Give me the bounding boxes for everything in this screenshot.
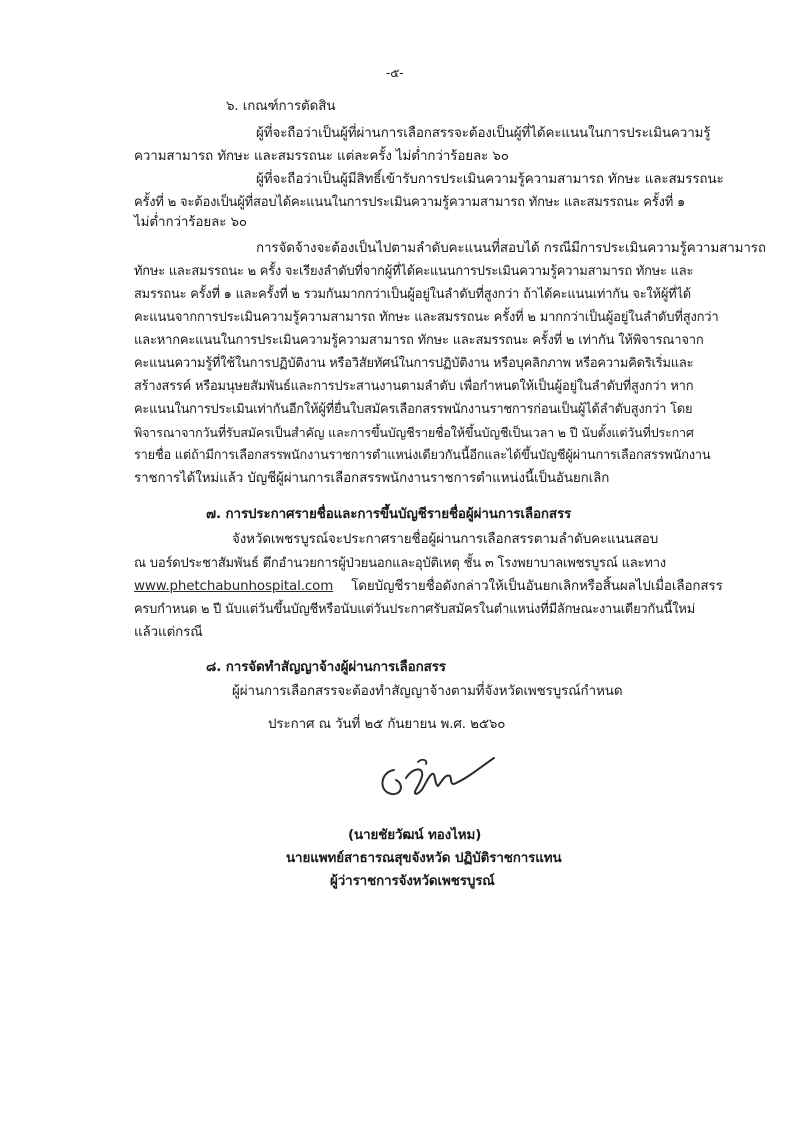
section-6-line: คะแนนจากการประเมินความรู้ความสามารถ ทักษะ และสมรรถนะ ครั้งที่ ๒ มากกว่าเป็นผู้อยู่ในลำดับที่สูงกว่า: [134, 310, 719, 325]
section-7-line-rest: โดยบัญชีรายชื่อดังกล่าวให้เป็นอันยกเลิกหรือสิ้นผลไปเมื่อเลือกสรร: [351, 579, 723, 594]
page-number: -๕-: [386, 66, 404, 80]
section-6-line: ความสามารถ ทักษะ และสมรรถนะ แต่ละครั้ง ไม่ต่ำกว่าร้อยละ ๖๐: [134, 149, 509, 164]
section-6-line: สร้างสรรค์ หรือมนุษยสัมพันธ์และการประสานงานตามลำดับ เพื่อกำหนดให้เป็นผู้อยู่ในลำดับที่สูงกว่า หาก: [134, 379, 694, 394]
section-7-line: ครบกำหนด ๒ ปี นับแต่วันขึ้นบัญชีหรือนับแต่วันประกาศรับสมัครในตำแหน่งที่มีลักษณะงานเดียวกันนี้ใหม่: [134, 602, 695, 617]
website-link[interactable]: www.phetchabunhospital.com: [134, 579, 334, 594]
section-6-line: ไม่ต่ำกว่าร้อยละ ๖๐: [134, 215, 247, 230]
signatory-title: นายแพทย์สาธารณสุขจังหวัด ปฏิบัติราชการแทน: [286, 851, 562, 866]
signatory-name: (นายชัยวัฒน์ ทองไหม): [348, 828, 482, 843]
section-8-heading: ๘. การจัดทำสัญญาจ้างผู้ผ่านการเลือกสรร: [206, 660, 446, 675]
section-6-heading: ๖. เกณฑ์การตัดสิน: [226, 99, 336, 114]
section-6-line: ผู้ที่จะถือว่าเป็นผู้มีสิทธิ์เข้ารับการประเมินความรู้ความสามารถ ทักษะ และสมรรถนะ: [256, 172, 724, 187]
section-6-line: ผู้ที่จะถือว่าเป็นผู้ที่ผ่านการเลือกสรรจะต้องเป็นผู้ที่ได้คะแนนในการประเมินความรู้: [256, 126, 711, 141]
section-7-line: จังหวัดเพชรบูรณ์จะประกาศรายชื่อผู้ผ่านการเลือกสรรตามลำดับคะแนนสอบ: [232, 532, 659, 547]
section-7-url-line: [134, 577, 723, 597]
section-7-line: แล้วแต่กรณี: [134, 625, 203, 640]
section-7-line: ณ บอร์ดประชาสัมพันธ์ ตึกอำนวยการผู้ป่วยนอกและอุบัติเหตุ ชั้น ๓ โรงพยาบาลเพชรบูรณ์ และทาง: [134, 556, 666, 571]
section-7-heading: ๗. การประกาศรายชื่อและการขึ้นบัญชีรายชื่อผู้ผ่านการเลือกสรร: [206, 507, 572, 522]
section-6-line: การจัดจ้างจะต้องเป็นไปตามลำดับคะแนนที่สอบได้ กรณีมีการประเมินความรู้ความสามารถ: [256, 241, 766, 256]
section-6-line: รายชื่อ แต่ถ้ามีการเลือกสรรพนักงานราชการตำแหน่งเดียวกันนี้อีกและได้ขึ้นบัญชีผู้ผ่านการเลือกสรรพนักงาน: [134, 448, 711, 463]
section-8-line: ผู้ผ่านการเลือกสรรจะต้องทำสัญญาจ้างตามที่จังหวัดเพชรบูรณ์กำหนด: [232, 684, 623, 699]
section-6-line: ทักษะ และสมรรถนะ ๒ ครั้ง จะเรียงลำดับที่จากผู้ที่ได้คะแนนการประเมินความรู้ความสามารถ ทักษะ และ: [134, 264, 694, 279]
section-6-line: ราชการได้ใหม่แล้ว บัญชีผู้ผ่านการเลือกสรรพนักงานราชการตำแหน่งนี้เป็นอันยกเลิก: [134, 471, 610, 486]
announce-date: ประกาศ ณ วันที่ ๒๕ กันยายน พ.ศ. ๒๕๖๐: [268, 717, 506, 732]
signatory-title: ผู้ว่าราชการจังหวัดเพชรบูรณ์: [330, 874, 495, 889]
section-6-line: คะแนนความรู้ที่ใช้ในการปฏิบัติงาน หรือวิสัยทัศน์ในการปฏิบัติงาน หรือบุคลิกภาพ หรือความคิดริเริ่มและ: [134, 356, 694, 371]
section-6-line: พิจารณาจากวันที่รับสมัครเป็นสำคัญ และการขึ้นบัญชีรายชื่อให้ขึ้นบัญชีเป็นเวลา ๒ ปี นับตั้งแต่วันที่ประกาศ: [134, 425, 694, 440]
section-6-line: สมรรถนะ ครั้งที่ ๑ และครั้งที่ ๒ รวมกันมากกว่าเป็นผู้อยู่ในลำดับที่สูงกว่า ถ้าได้คะแนนเท่ากัน จะให้ผู้ที่ได้: [134, 287, 691, 302]
signature: [372, 748, 522, 818]
section-6-line: คะแนนในการประเมินเท่ากันอีกให้ผู้ที่ยื่นใบสมัครเลือกสรรพนักงานราชการก่อนเป็นผู้ได้ลำดับสูงกว่า โดย: [134, 402, 693, 417]
section-6-line: และหากคะแนนในการประเมินความรู้ความสามารถ ทักษะ และสมรรถนะ ครั้งที่ ๒ เท่ากัน ให้พิจารณาจาก: [134, 333, 704, 348]
section-6-line: ครั้งที่ ๒ จะต้องเป็นผู้ที่สอบได้คะแนนในการประเมินความรู้ความสามารถ ทักษะ และสมรรถนะ ครั้งที่ ๑: [134, 195, 686, 210]
